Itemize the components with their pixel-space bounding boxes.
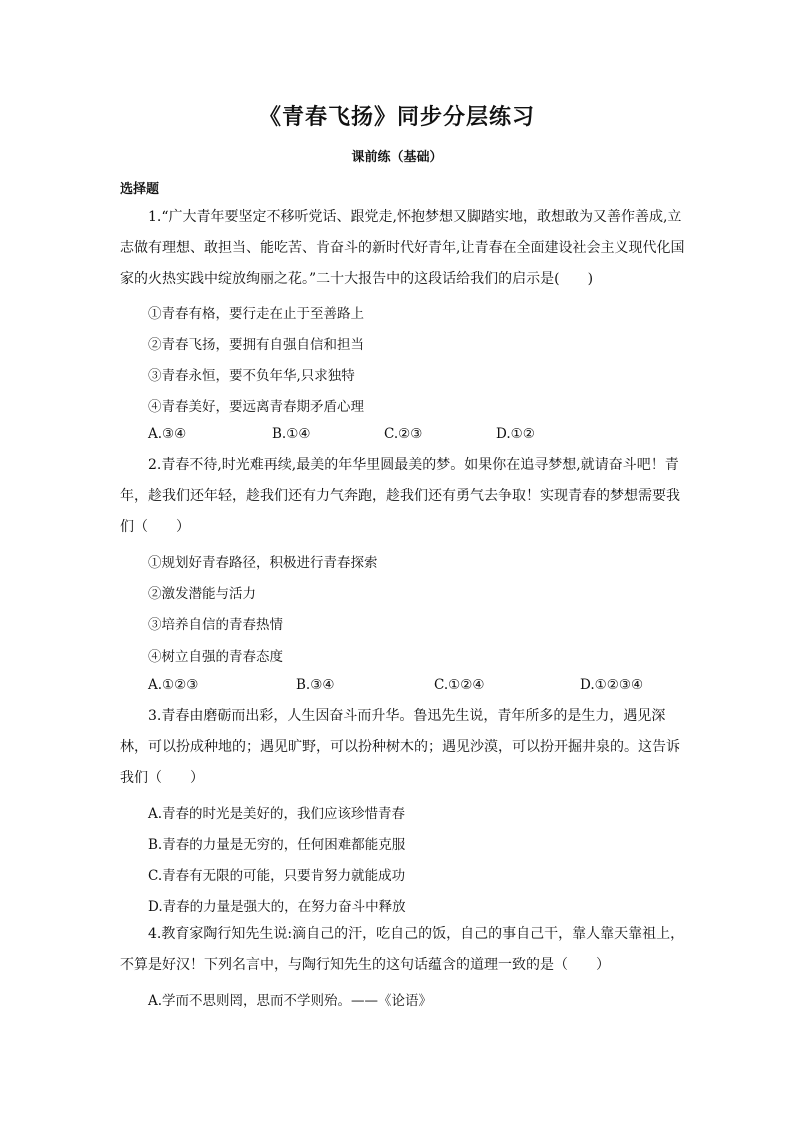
document-subtitle: 课前练（基础）	[351, 150, 443, 165]
option-d: D.①②	[496, 426, 535, 442]
section-heading: 选择题	[120, 182, 160, 197]
option-a: A.③④	[148, 426, 187, 442]
document-title: 《青春飞扬》同步分层练习	[258, 104, 535, 130]
question-4-option-a: A.学而不思则罔，思而不学则殆。——《论语》	[148, 993, 433, 1009]
question-1-statement-3: ③青春永恒，要不负年华,只求独特	[148, 368, 355, 384]
question-1-statement-2: ②青春飞扬，要拥有自强自信和担当	[148, 337, 364, 353]
question-4-stem	[120, 919, 685, 981]
question-3-option-b: B.青春的力量是无穷的，任何困难都能克服	[148, 837, 406, 853]
question-3-stem	[120, 701, 685, 794]
option-c: C.①②④	[434, 677, 485, 693]
question-text: 4.教育家陶行知先生说:滴自己的汗，吃自己的饭，自己的事自己干，靠人靠天靠祖上，不算是好汉！下列名言中，与陶行知先生的这句话蕴含的道理一致的是（ ）	[120, 926, 685, 973]
question-3-option-a: A.青春的时光是美好的，我们应该珍惜青春	[148, 806, 406, 822]
question-text: 3.青春由磨砺而出彩，人生因奋斗而升华。鲁迅先生说，青年所多的是生力，遇见深林，可以扮成种地的；遇见旷野，可以扮种树木的；遇见沙漠，可以扮开掘井泉的。这告诉我们（ ）	[120, 708, 680, 786]
question-2-statement-3: ③培养自信的青春热情	[148, 617, 283, 633]
question-2-statement-2: ②激发潜能与活力	[148, 586, 256, 602]
question-2-stem	[120, 450, 685, 543]
question-text: 2.青春不待,时光难再续,最美的年华里圆最美的梦。如果你在追寻梦想,就请奋斗吧！青年，趁我们还年轻，趁我们还有力气奔跑，趁我们还有勇气去争取！实现青春的梦想需要我们（ ）	[120, 457, 680, 535]
question-3-option-c: C.青春有无限的可能，只要肯努力就能成功	[148, 868, 406, 884]
question-text: 1.“广大青年要坚定不移听党话、跟党走,怀抱梦想又脚踏实地，敢想敢为又善作善成,立志做有理想、敢担当、能吃苦、肯奋斗的新时代好青年,让青春在全面建设社会主义现代化国家的火热实践中绽放绚丽之花。”二十大报告中的这段话给我们的启示是( )	[120, 209, 685, 287]
option-b: B.①④	[272, 426, 311, 442]
option-a: A.①②③	[148, 677, 199, 693]
option-b: B.③④	[296, 677, 335, 693]
question-1-statement-4: ④青春美好，要远离青春期矛盾心理	[148, 399, 364, 415]
option-c: C.②③	[384, 426, 423, 442]
question-2-statement-1: ①规划好青春路径，积极进行青春探索	[148, 555, 378, 571]
question-1-stem	[120, 202, 685, 295]
option-d: D.①②③④	[580, 677, 644, 693]
question-3-option-d: D.青春的力量是强大的，在努力奋斗中释放	[148, 899, 406, 915]
question-2-statement-4: ④树立自强的青春态度	[148, 649, 283, 665]
question-1-statement-1: ①青春有格，要行走在止于至善路上	[148, 306, 364, 322]
